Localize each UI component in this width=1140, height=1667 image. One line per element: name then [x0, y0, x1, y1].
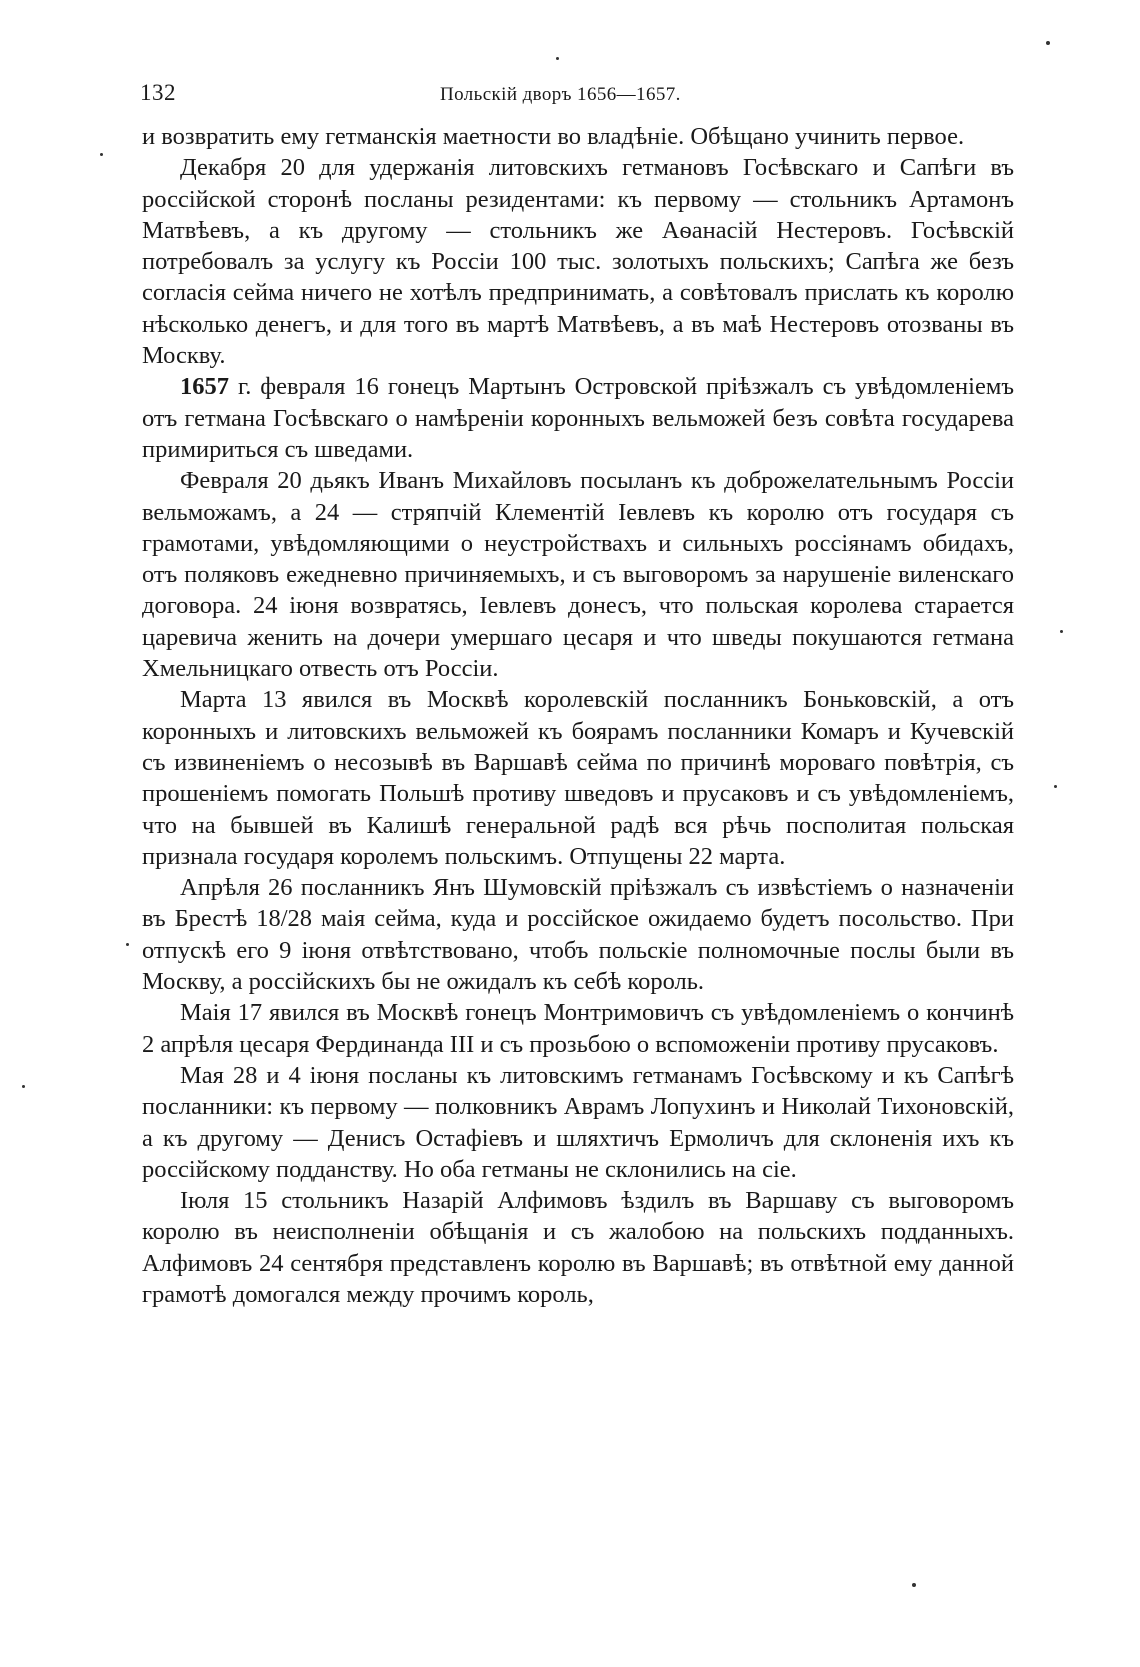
running-head: Польскій дворъ 1656—1657. — [440, 84, 681, 105]
page-number: 132 — [140, 80, 176, 105]
year-lead: 1657 — [180, 373, 229, 401]
paragraph-text: Апрѣля 26 посланникъ Янъ Шумовскій пріѣзжалъ съ извѣстіемъ о назначеніи въ Брестѣ 18/28 маія сейма, куда и россійское ожидаемо будетъ посольство. При отпускѣ его 9 іюня отвѣтствовано, чтобъ польскіе полномочные послы были въ Москву, а россійскихъ бы не ожидалъ къ себѣ король. — [142, 874, 1014, 996]
paragraph-text: Мая 28 и 4 іюня посланы къ литовскимъ гетманамъ Госѣвскому и къ Сапѣгѣ посланники: къ первому — полковникъ Аврамъ Лопухинъ и Николай Тихоновскій, а къ другому — Денисъ Остафіевъ и шляхтичъ Ермоличъ для склоненія ихъ къ россійскому подданству. Но оба гетманы не склонились на сіе. — [142, 1061, 1014, 1183]
paragraph-text: Февраля 20 дьякъ Иванъ Михайловъ посыланъ къ доброжелательнымъ Россіи вельможамъ, а 24 — стряпчій Клементій Іевлевъ къ королю отъ государя съ грамотами, увѣдомляющими о неустройствахъ и сильныхъ россіянамъ обидахъ, отъ поляковъ ежедневно причиняемыхъ, и съ выговоромъ за нарушеніе виленскаго договора. 24 іюня возвратясь, Іевлевъ донесъ, что польская королева старается царевича женить на дочери умершаго цесаря и что шведы покушаются гетмана Хмельницкаго отвесть отъ Россіи. — [142, 467, 1014, 683]
scan-speck — [100, 153, 103, 156]
scan-speck — [1046, 41, 1050, 45]
paragraph — [142, 1185, 1014, 1310]
scan-speck — [126, 943, 129, 946]
paragraph-text: Маія 17 явился въ Москвѣ гонецъ Монтримовичъ съ увѣдомленіемъ о кончинѣ 2 апрѣля цесаря Фердинанда III и съ прозьбою о вспоможеніи противу прусаковъ. — [142, 999, 1014, 1058]
paragraph — [142, 684, 1014, 872]
scan-speck — [556, 57, 559, 60]
paragraph — [142, 121, 1014, 152]
scan-speck — [22, 1085, 25, 1088]
paragraph-text: Марта 13 явился въ Москвѣ королевскій посланникъ Боньковскій, а отъ коронныхъ и литовскихъ вельможей къ боярамъ посланники Комаръ и Кучевскій съ извиненіемъ о несозывѣ въ Варшавѣ сейма по причинѣ мороваго повѣтрія, съ прошеніемъ помогать Польшѣ противу шведовъ и прусаковъ и съ увѣдомленіемъ, что на бывшей въ Калишѣ генеральной радѣ вся рѣчь посполитая польская признала государя королемъ польскимъ. Отпущены 22 марта. — [142, 686, 1014, 870]
scan-speck — [1060, 630, 1063, 633]
paragraph — [142, 1060, 1014, 1185]
paragraph — [142, 371, 1014, 465]
scan-speck — [912, 1583, 916, 1587]
paragraph — [142, 872, 1014, 997]
paragraph-text: Декабря 20 для удержанія литовскихъ гетмановъ Госѣвскаго и Сапѣги въ россійской сторонѣ посланы резидентами: къ первому — стольникъ Артамонъ Матвѣевъ, а къ другому — стольникъ же Аѳанасій Нестеровъ. Госѣвскій потребовалъ за услугу къ Россіи 100 тыс. золотыхъ польскихъ; Сапѣга же безъ согласія сейма ничего не хотѣлъ предпринимать, а совѣтовалъ прислать къ королю нѣсколько денегъ, и для того въ мартѣ Матвѣевъ, а въ маѣ Нестеровъ отозваны въ Москву. — [142, 154, 1014, 370]
paragraph-text: Іюля 15 стольникъ Назарій Алфимовъ ѣздилъ въ Варшаву съ выговоромъ королю въ неисполненіи обѣщанія и съ жалобою на польскихъ подданныхъ. Алфимовъ 24 сентября представленъ королю въ Варшавѣ; въ отвѣтной ему данной грамотѣ домогался между прочимъ король, — [142, 1187, 1014, 1308]
paragraph-text: г. февраля 16 гонецъ Мартынъ Островской пріѣзжалъ съ увѣдомленіемъ отъ гетмана Госѣвскаго о намѣреніи коронныхъ вельможей безъ совѣта государева примириться съ шведами. — [142, 373, 1014, 463]
paragraph — [142, 152, 1014, 371]
paragraph — [142, 465, 1014, 684]
scan-speck — [1054, 785, 1057, 788]
paragraph-text: и возвратить ему гетманскія маетности во владѣніе. Обѣщано учинить первое. — [142, 123, 965, 150]
page-header — [140, 74, 1020, 114]
body-text — [142, 121, 1014, 1310]
paragraph — [142, 997, 1014, 1060]
